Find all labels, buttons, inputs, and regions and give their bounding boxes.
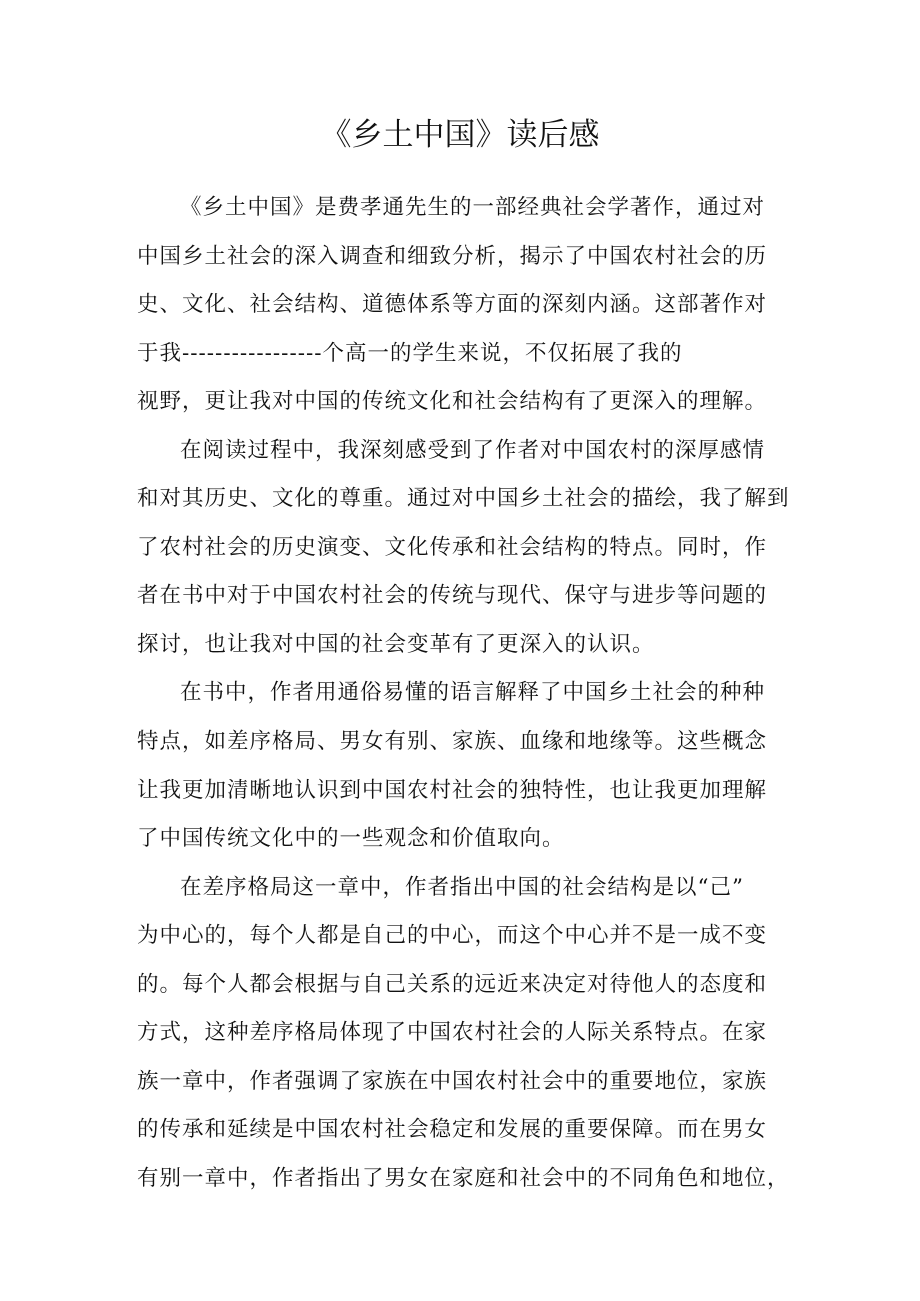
paragraph-3 — [137, 669, 789, 863]
paragraph-1 — [137, 184, 789, 427]
paragraph-line: 方式，这种差序格局体现了中国农村社会的人际关系特点。在家 — [137, 1020, 768, 1046]
paragraph-line: 和对其历史、文化的尊重。通过对中国乡土社会的描绘，我了解到 — [137, 486, 790, 512]
document-title: 《乡土中国》读后感 — [320, 117, 600, 153]
paragraph-line: 特点，如差序格局、男女有别、家族、血缘和地缘等。这些概念 — [137, 729, 768, 755]
paragraph-line: 让我更加清晰地认识到中国农村社会的独特性，也让我更加理解 — [137, 777, 768, 803]
paragraph-line: 了农村社会的历史演变、文化传承和社会结构的特点。同时，作 — [137, 534, 768, 560]
paragraph-line: 在阅读过程中，我深刻感受到了作者对中国农村的深厚感情 — [180, 437, 766, 463]
paragraph-line: 中国乡土社会的深入调查和细致分析，揭示了中国农村社会的历 — [137, 243, 768, 269]
paragraph-line: 的。每个人都会根据与自己关系的远近来决定对待他人的态度和 — [137, 971, 768, 997]
paragraph-line: 的传承和延续是中国农村社会稳定和发展的重要保障。而在男女 — [137, 1117, 768, 1143]
paragraph-line: 者在书中对于中国农村社会的传统与现代、保守与进步等问题的 — [137, 583, 768, 609]
paragraph-line: 在书中，作者用通俗易懂的语言解释了中国乡土社会的种种 — [180, 680, 766, 706]
paragraph-line: 探讨，也让我对中国的社会变革有了更深入的认识。 — [137, 631, 655, 657]
paragraph-line: 于我-----------------个高一的学生来说，不仅拓展了我的 — [137, 340, 683, 366]
paragraph-4 — [137, 864, 789, 1204]
paragraph-line: 视野，更让我对中国的传统文化和社会结构有了更深入的理解。 — [137, 389, 768, 415]
paragraph-line: 史、文化、社会结构、道德体系等方面的深刻内涵。这部著作对 — [137, 292, 768, 318]
document-body — [137, 184, 789, 1203]
paragraph-line: 有别一章中，作者指出了男女在家庭和社会中的不同角色和地位， — [137, 1165, 790, 1191]
paragraph-line: 族一章中，作者强调了家族在中国农村社会中的重要地位，家族 — [137, 1068, 768, 1094]
paragraph-line: 在差序格局这一章中，作者指出中国的社会结构是以“己” — [180, 874, 744, 900]
paragraph-line: 《乡土中国》是费孝通先生的一部经典社会学著作，通过对 — [180, 195, 766, 220]
paragraph-line: 为中心的，每个人都是自己的中心，而这个中心并不是一成不变 — [137, 923, 768, 949]
paragraph-line: 了中国传统文化中的一些观念和价值取向。 — [137, 826, 565, 852]
paragraph-2 — [137, 427, 789, 670]
